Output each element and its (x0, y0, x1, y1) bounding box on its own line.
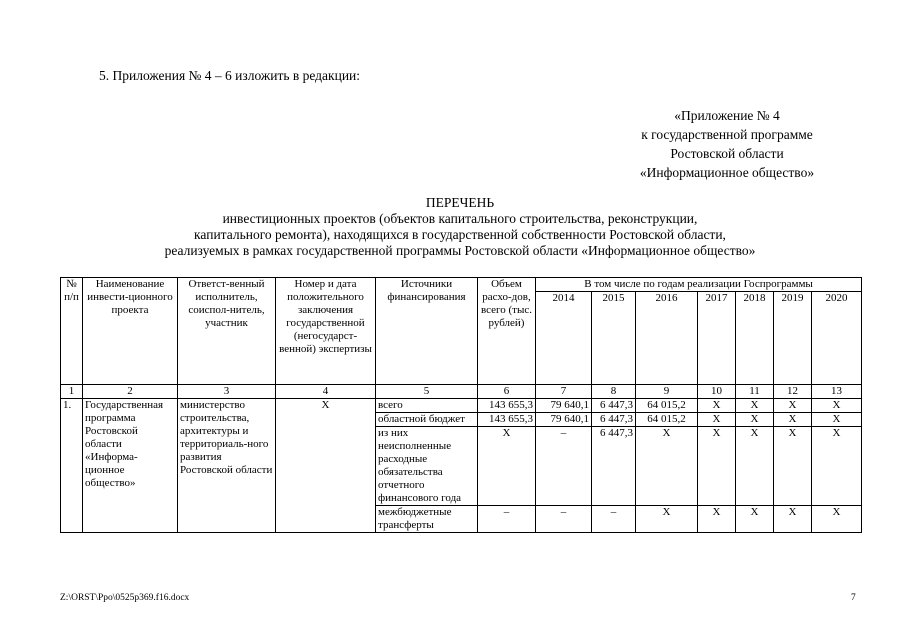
col-number: 11 (736, 385, 774, 399)
investment-projects-table (60, 277, 862, 533)
year-cell: – (592, 506, 636, 533)
year-cell: Х (774, 506, 812, 533)
source-cell: всего (376, 399, 478, 413)
col-number: 7 (536, 385, 592, 399)
year-cell: 6 447,3 (592, 413, 636, 427)
header-year: 2018 (736, 292, 774, 385)
year-cell: Х (812, 427, 862, 506)
header-year: 2019 (774, 292, 812, 385)
year-cell: Х (774, 399, 812, 413)
appendix-line: Ростовской области (670, 146, 784, 161)
appendix-line: «Приложение № 4 (674, 108, 780, 123)
col-number: 4 (276, 385, 376, 399)
header-num: № п/п (61, 278, 83, 385)
header-years-group: В том числе по годам реализации Госпрограммы (536, 278, 862, 292)
year-cell: Х (774, 427, 812, 506)
year-cell: – (536, 427, 592, 506)
year-cell: Х (698, 413, 736, 427)
year-cell: Х (736, 506, 774, 533)
volume-cell: Х (478, 427, 536, 506)
year-cell: Х (736, 413, 774, 427)
col-number: 6 (478, 385, 536, 399)
year-cell: 6 447,3 (592, 427, 636, 506)
header-sources: Источники финансирования (376, 278, 478, 385)
source-cell: межбюджетные трансферты (376, 506, 478, 533)
heading-line: капитального ремонта), находящихся в государственной собственности Ростовской области, (194, 227, 726, 242)
year-cell: 6 447,3 (592, 399, 636, 413)
header-executor: Ответст-венный исполнитель, соиспол-нитель, участник (178, 278, 276, 385)
year-cell: – (536, 506, 592, 533)
project-name: Государственная программа Ростовской области «Информа-ционное общество» (83, 399, 178, 533)
year-cell: Х (812, 506, 862, 533)
col-number: 12 (774, 385, 812, 399)
col-number: 3 (178, 385, 276, 399)
year-cell: Х (698, 399, 736, 413)
header-year: 2020 (812, 292, 862, 385)
col-number: 5 (376, 385, 478, 399)
year-cell: Х (736, 427, 774, 506)
year-cell: 79 640,1 (536, 399, 592, 413)
project-num: 1. (61, 399, 83, 533)
column-number-row (61, 385, 862, 399)
col-number: 8 (592, 385, 636, 399)
source-cell: из них неисполненные расходные обязательства отчетного финансового года (376, 427, 478, 506)
year-cell: Х (636, 506, 698, 533)
appendix-header (600, 106, 854, 182)
header-year: 2016 (636, 292, 698, 385)
year-cell: Х (736, 399, 774, 413)
col-number: 10 (698, 385, 736, 399)
heading-title: ПЕРЕЧЕНЬ (425, 195, 495, 210)
footer-file-path: Z:\ORST\Ppo\0525p369.f16.docx (60, 593, 190, 603)
year-cell: Х (812, 399, 862, 413)
volume-cell: – (478, 506, 536, 533)
year-cell: 79 640,1 (536, 413, 592, 427)
year-cell: 64 015,2 (636, 413, 698, 427)
header-year: 2015 (592, 292, 636, 385)
project-executor: министерство строительства, архитектуры и территориаль-ного развития Ростовской области (178, 399, 276, 533)
year-cell: Х (698, 427, 736, 506)
appendix-line: к государственной программе (641, 127, 813, 142)
source-cell: областной бюджет (376, 413, 478, 427)
year-cell: Х (636, 427, 698, 506)
appendix-line: «Информационное общество» (639, 165, 815, 180)
table-row (61, 399, 862, 413)
year-cell: 64 015,2 (636, 399, 698, 413)
page-number: 7 (851, 593, 856, 603)
intro-text: 5. Приложения № 4 – 6 изложить в редакции: (99, 68, 361, 83)
header-year: 2014 (536, 292, 592, 385)
volume-cell: 143 655,3 (478, 413, 536, 427)
heading-line: инвестиционных проектов (объектов капитального строительства, реконструкции, (222, 211, 698, 226)
header-expertise: Номер и дата положительного заключения государственной (негосударст-венной) экспертизы (276, 278, 376, 385)
heading-line: реализуемых в рамках государственной программы Ростовской области «Информационное общество» (164, 243, 756, 258)
volume-cell: 143 655,3 (478, 399, 536, 413)
year-cell: Х (812, 413, 862, 427)
col-number: 1 (61, 385, 83, 399)
year-cell: Х (774, 413, 812, 427)
col-number: 13 (812, 385, 862, 399)
project-expertise: Х (276, 399, 376, 533)
col-number: 2 (83, 385, 178, 399)
header-year: 2017 (698, 292, 736, 385)
header-volume: Объем расхо-дов, всего (тыс. рублей) (478, 278, 536, 385)
col-number: 9 (636, 385, 698, 399)
document-heading (100, 195, 820, 259)
header-row (61, 278, 862, 292)
year-cell: Х (698, 506, 736, 533)
header-name: Наименование инвести-ционного проекта (83, 278, 178, 385)
